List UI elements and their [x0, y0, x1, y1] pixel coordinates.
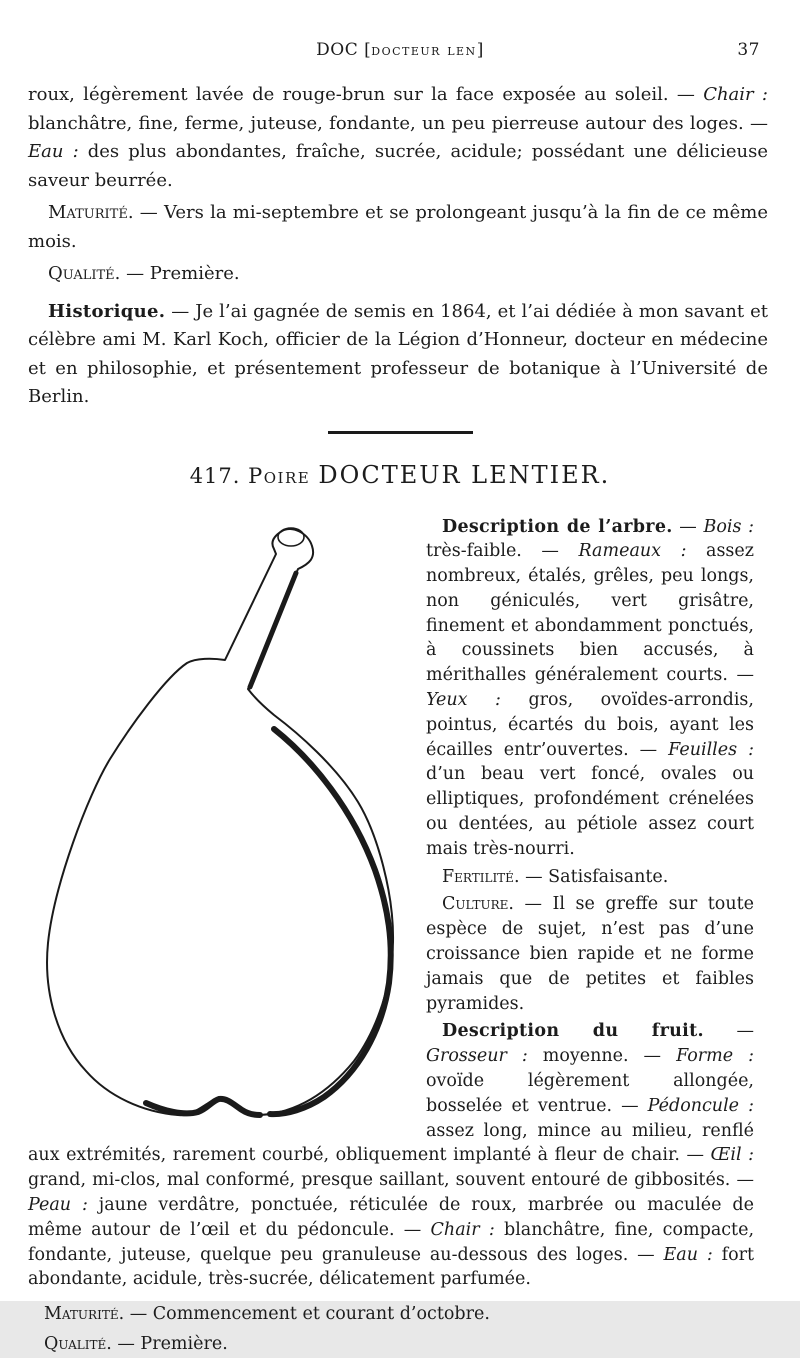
pear-outline: [47, 528, 393, 1114]
entry-title: 417. Poire DOCTEUR LENTIER.: [0, 461, 800, 489]
paragraph-historique: Historique. — Je l’ai gagnée de semis en 1864, et l’ai dédiée à mon savant et célèbre ami M. Karl Koch, officier de la Légion d’Honneur, docteur en médecine et en philosophie, et présentement professeur de botanique à l’Université de Berlin.: [28, 298, 768, 412]
paragraph-chair-eau-continuation: roux, légèrement lavée de rouge-brun sur la face exposée au soleil. — Chair : blanchâtre, fine, ferme, juteuse, fondante, un peu pierreuse autour des loges. — Eau : des plus abondantes, fraîche, sucrée, acidule; possédant une délicieuse saveur beurrée.: [28, 81, 768, 195]
paragraph-maturite-fruit: Maturité. — Commencement et courant d’octobre.: [28, 1300, 754, 1328]
page-number: 37: [737, 40, 760, 60]
paragraph-description-arbre: Description de l’arbre. — Bois : très-faible. — Rameaux : assez nombreux, étalés, grêles, peu longs, non géniculés, vert grisâtre, finement et abondamment ponctués, à coussinets bien accusés, à mérithalles généralement courts. — Yeux : gros, ovoïdes-arrondis, pointus, écartés du bois, ayant les écailles entr’ouvertes. — Feuilles : d’un beau vert foncé, ovales ou elliptiques, profondément crénelées ou dentées, au pétiole assez court mais très-nourri.: [28, 515, 754, 862]
paragraph-fertilite: Fertilité. — Satisfaisante.: [28, 865, 754, 890]
body-right-shading: [270, 729, 391, 1114]
intro-text-block: [0, 66, 800, 412]
paragraph-maturite: Maturité. — Vers la mi-septembre et se prolongeant jusqu’à la fin de ce même mois.: [28, 199, 768, 256]
paragraph-qualite: Qualité. — Première.: [28, 260, 768, 289]
paragraph-culture: Culture. — Il se greffe sur toute espèce de sujet, n’est pas d’une croissance bien rapide et ne forme jamais que de petites et faibles pyramides.: [28, 892, 754, 1016]
stem-tip-detail: [278, 528, 304, 546]
running-title: DOC [docteur len]: [316, 40, 484, 60]
paragraph-description-fruit: Description du fruit. — Grosseur : moyenne. — Forme : ovoïde légèrement allongée, bosselée et ventrue. — Pédoncule : assez long, mince au milieu, renflé aux extrémités, rarement courbé, obliquement implanté à fleur de chair. — Œil : grand, mi-clos, mal conformé, presque saillant, souvent entouré de gibbosités. — Peau : jaune verdâtre, ponctuée, réticulée de roux, marbrée ou maculée de même autour de l’œil et du pédoncule. — Chair : blanchâtre, fine, compacte, fondante, juteuse, quelque peu granuleuse au-dessous des loges. — Eau : fort abondante, acidule, très-sucrée, délicatement parfumée.: [28, 1019, 754, 1292]
paragraph-qualite-fruit: Qualité. — Première.: [28, 1330, 754, 1358]
base-bump-shading: [146, 1098, 260, 1114]
entry-body: [0, 489, 800, 1358]
page-header: [0, 0, 800, 66]
section-divider-rule: [328, 431, 473, 434]
stem-shading: [250, 573, 296, 687]
pear-illustration: [28, 515, 426, 1127]
pear-drawing: [28, 515, 426, 1127]
